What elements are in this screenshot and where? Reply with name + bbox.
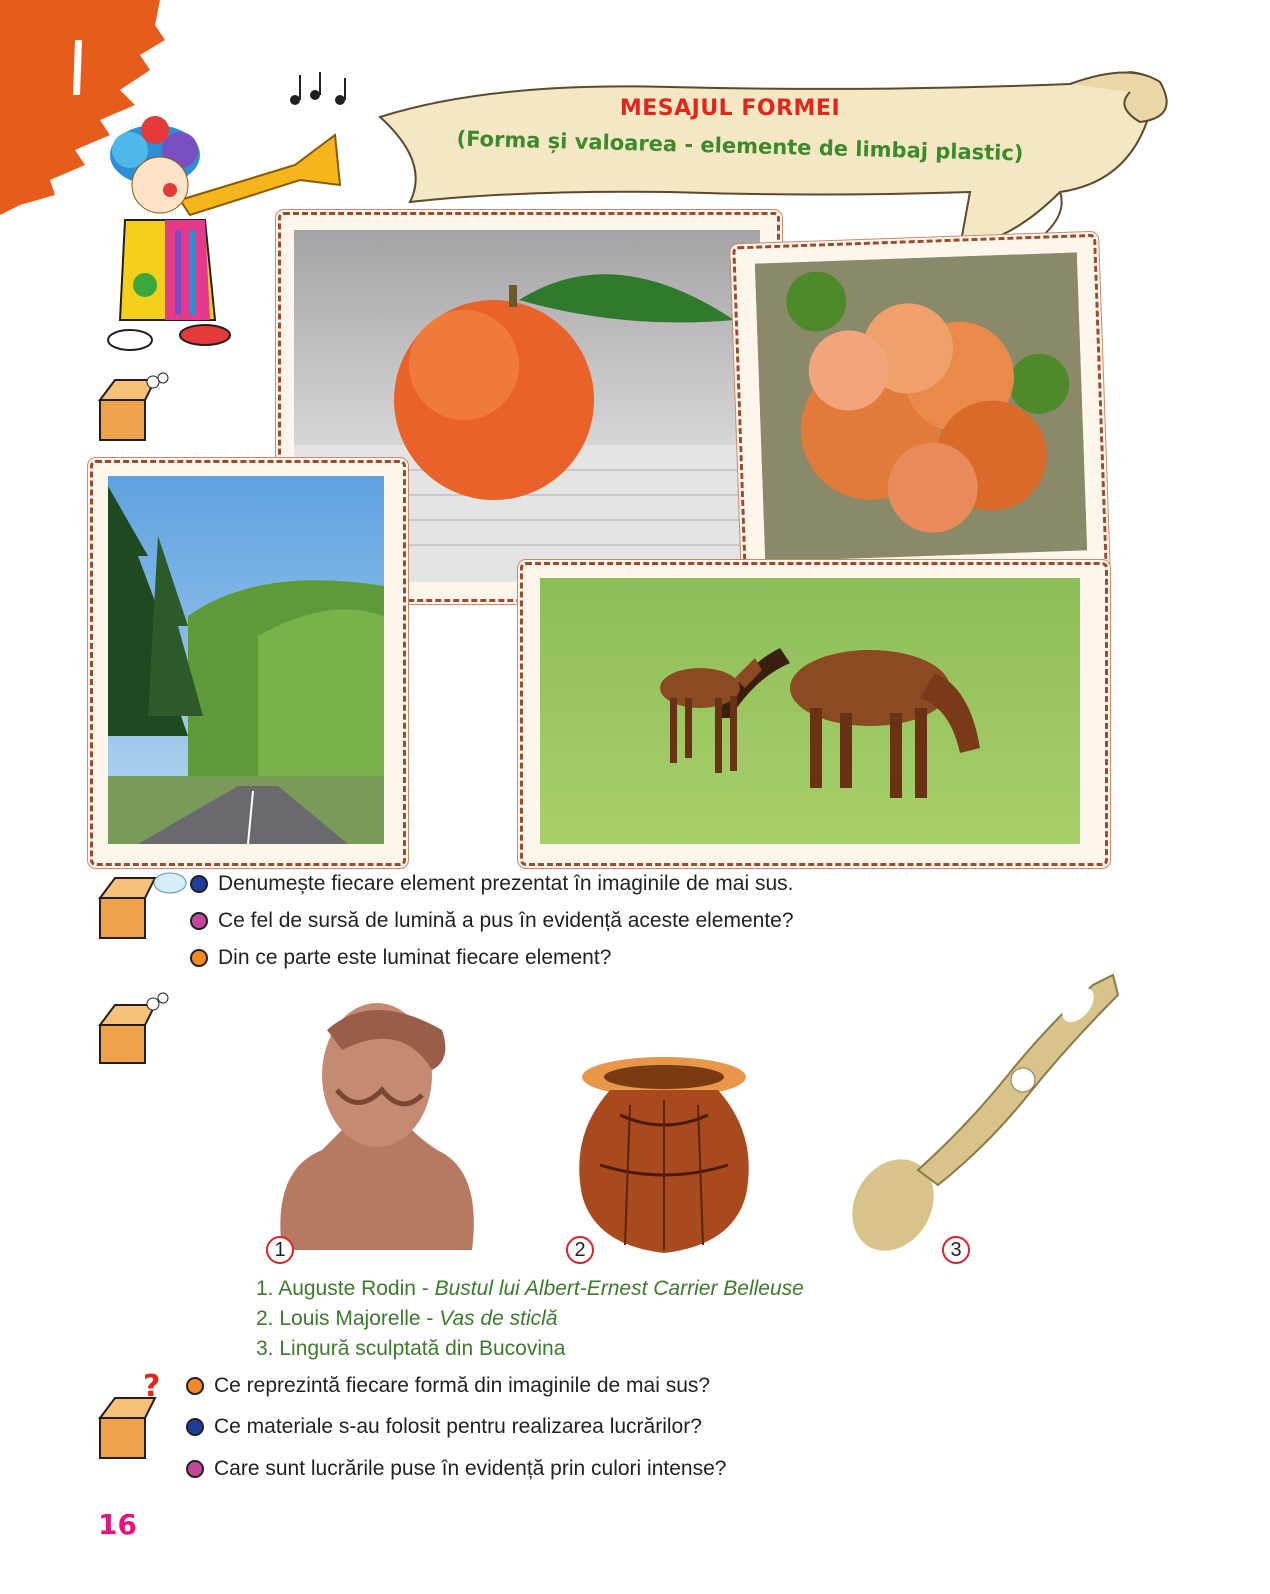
- treasure-chest-icon: [95, 370, 170, 450]
- page-number: 16: [98, 1508, 137, 1541]
- treasure-chest-cloud-icon: [95, 868, 190, 948]
- question-text: Din ce parte este luminat fiecare element?: [218, 946, 612, 969]
- question-text: Ce reprezintă fiecare formă din imaginile de mai sus?: [214, 1374, 711, 1397]
- horses-photo: [540, 578, 1080, 844]
- question-item: [186, 1457, 726, 1481]
- artwork-number-marker: 3: [942, 1236, 970, 1264]
- rodin-bust-image: [272, 990, 482, 1258]
- artwork-number-marker: 1: [266, 1236, 294, 1264]
- bullet-dot-icon: [186, 1460, 204, 1478]
- mushrooms-photo: [755, 252, 1087, 561]
- bullet-dot-icon: [190, 949, 208, 967]
- question-item: [190, 909, 794, 933]
- bullet-dot-icon: [190, 912, 208, 930]
- page-title: MESAJUL FORMEI: [619, 96, 841, 121]
- page-subtitle: (Forma și valoarea - elemente de limbaj plastic): [456, 126, 1024, 166]
- question-text: Ce materiale s-au folosit pentru realizarea lucrărilor?: [214, 1415, 702, 1438]
- artwork-number-marker: 2: [566, 1236, 594, 1264]
- bullet-dot-icon: [186, 1418, 204, 1436]
- question-item: [186, 1374, 710, 1398]
- svg-text:?: ?: [143, 1369, 161, 1404]
- majorelle-vase-image: [570, 1055, 758, 1260]
- question-item: [190, 946, 611, 970]
- question-text: Care sunt lucrările puse în evidență prin culori intense?: [214, 1457, 727, 1480]
- artwork-caption: 1. Auguste Rodin - Bustul lui Albert-Ernest Carrier Belleuse: [256, 1277, 804, 1300]
- carved-spoon-image: [848, 965, 1123, 1260]
- artwork-caption: 2. Louis Majorelle - Vas de sticlă: [256, 1307, 558, 1330]
- forest-road-photo: [108, 476, 384, 844]
- bullet-dot-icon: [190, 875, 208, 893]
- question-item: [190, 872, 793, 896]
- bullet-dot-icon: [186, 1377, 204, 1395]
- question-item: [186, 1415, 702, 1439]
- question-text: Denumește fiecare element prezentat în imaginile de mai sus.: [218, 872, 794, 895]
- treasure-chest-question-icon: [95, 1368, 175, 1463]
- treasure-chest-icon: [95, 990, 170, 1070]
- artwork-caption: 3. Lingură sculptată din Bucovina: [256, 1337, 566, 1360]
- question-text: Ce fel de sursă de lumină a pus în evidență aceste elemente?: [218, 909, 794, 932]
